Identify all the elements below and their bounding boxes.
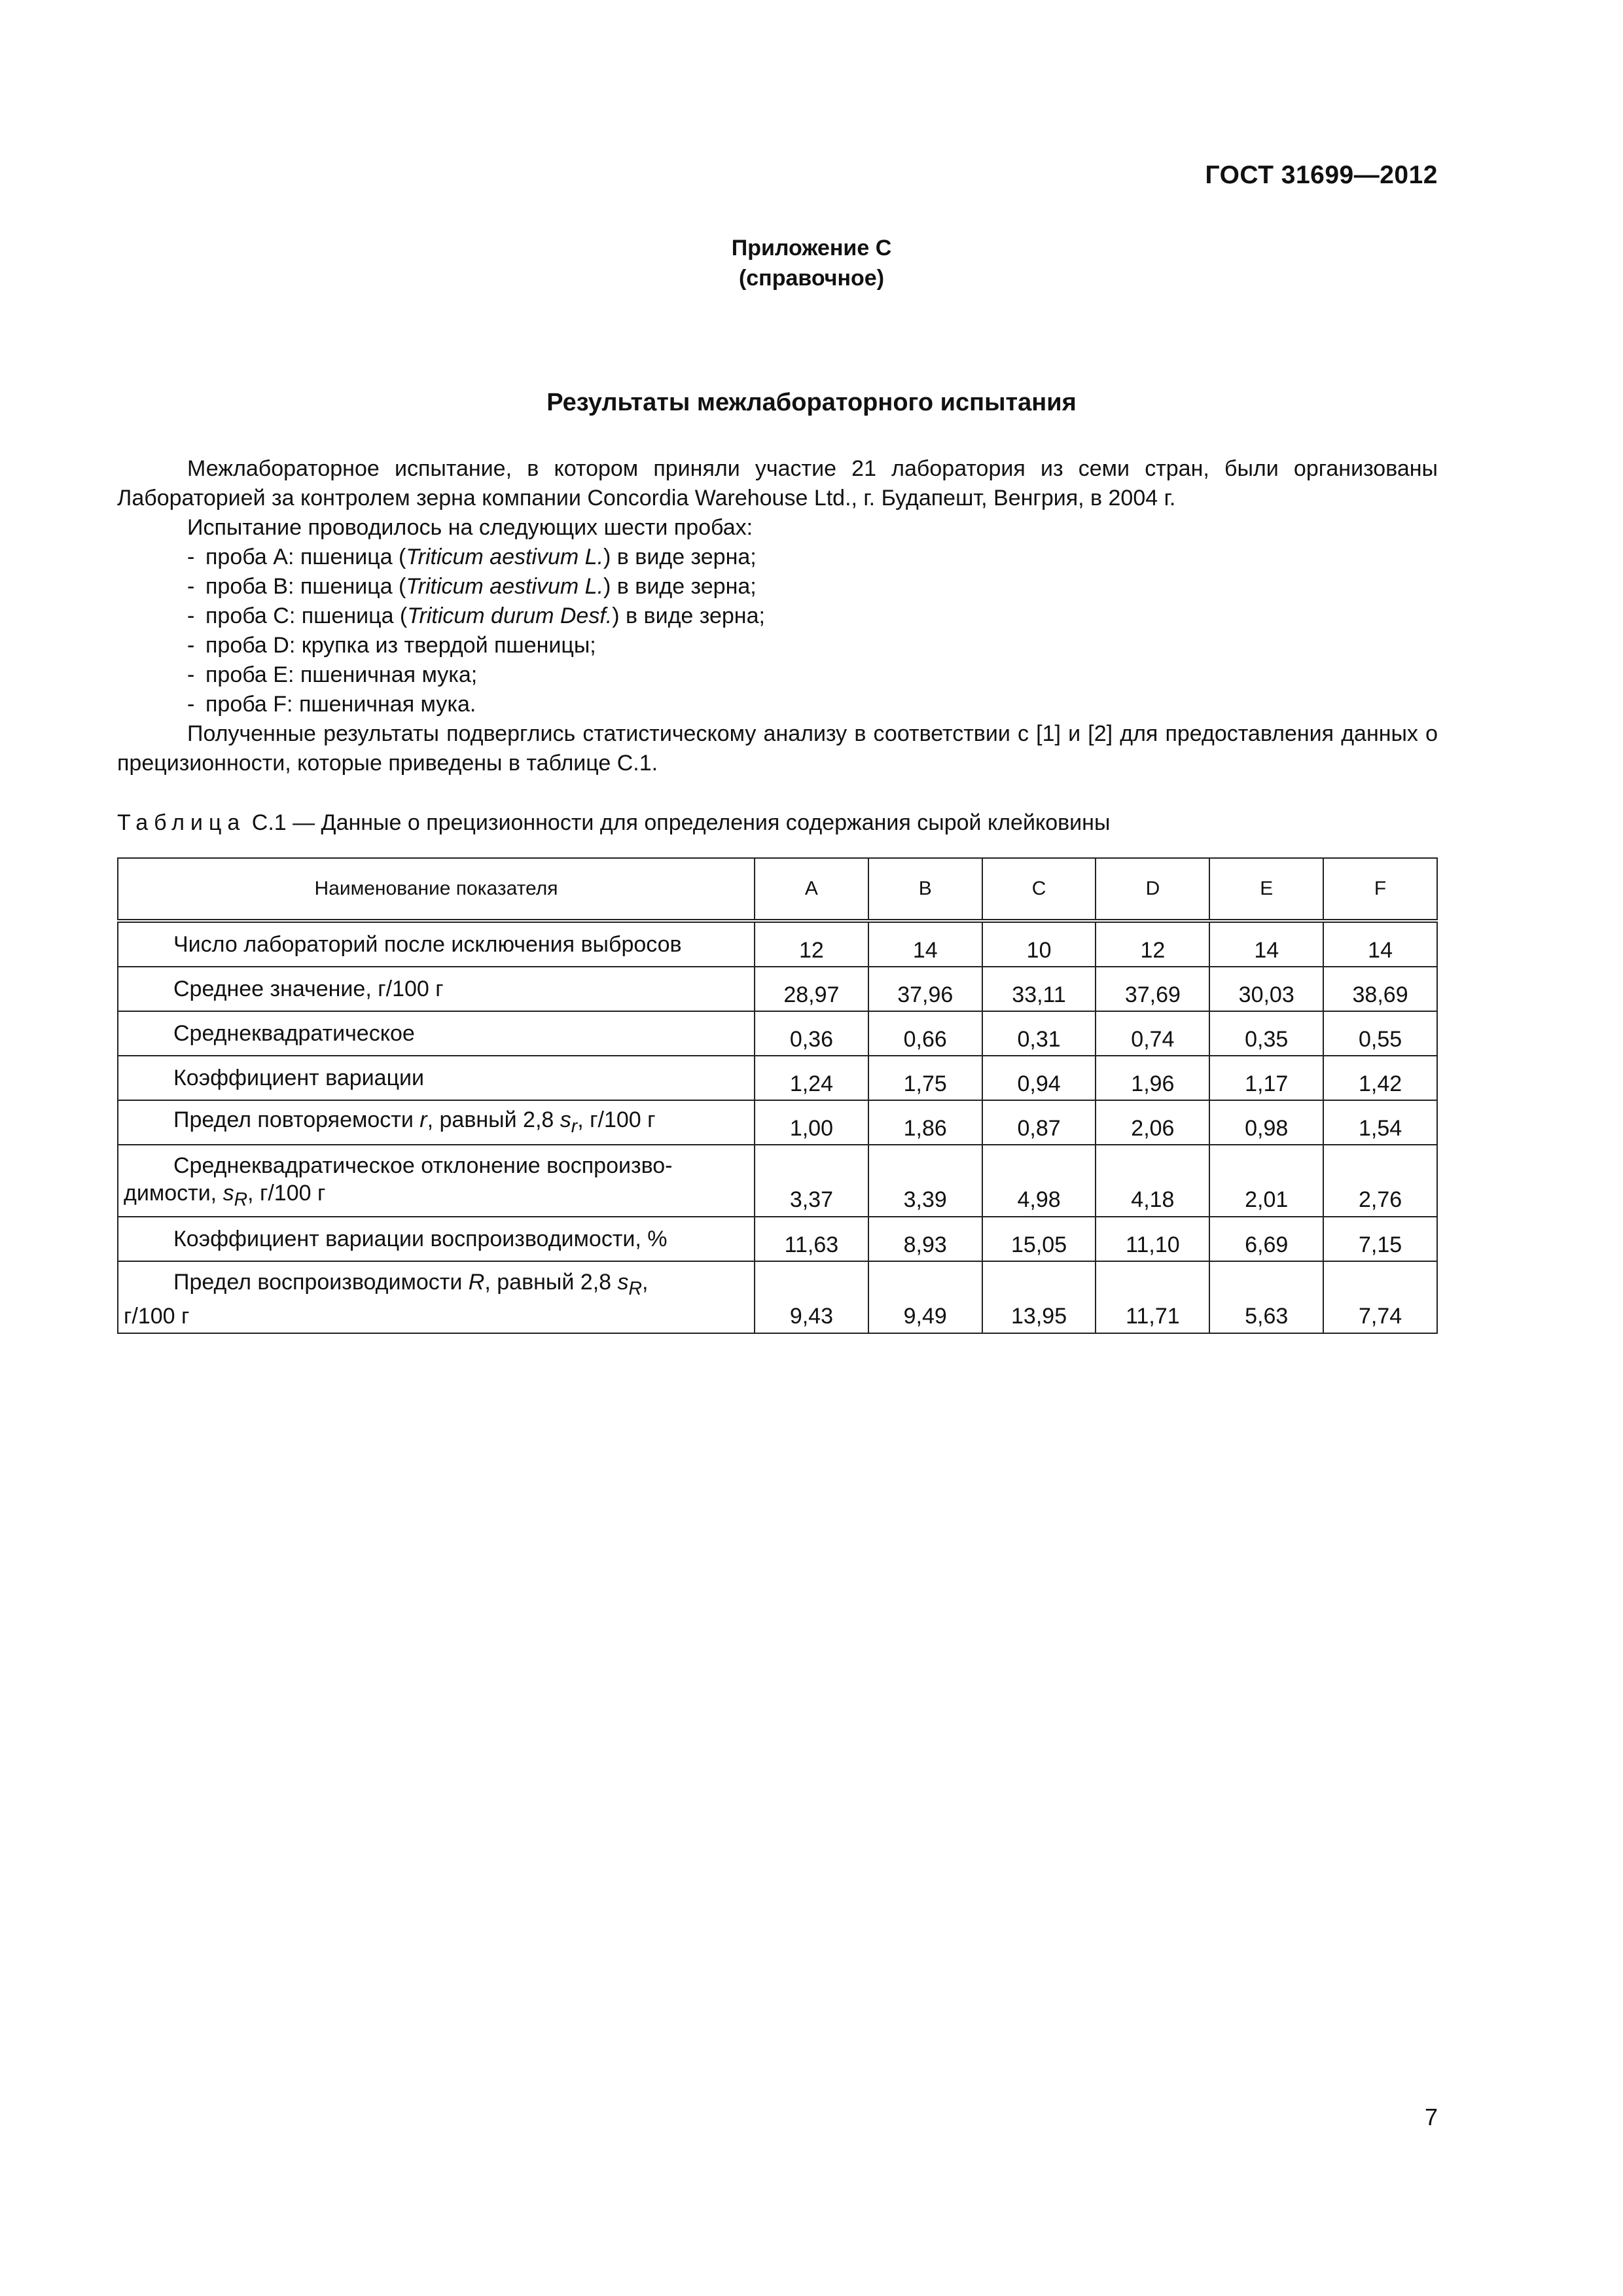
- appendix-subtitle: (справочное): [738, 266, 885, 291]
- table-cell: 0,94: [982, 1056, 1096, 1100]
- paragraph-intro: Межлабораторное испытание, в котором приняли участие 21 лаборатория из семи стран, были организованы Лабораторией за контролем зерна компании Concordia Warehouse Ltd., г. Будапешт, Венгрия, в 2004 г.: [117, 456, 1438, 511]
- table-cell: 15,05: [982, 1217, 1096, 1261]
- table-cell: 1,54: [1323, 1100, 1437, 1145]
- list-item: - проба А: пшеница (Triticum aestivum L.) в виде зерна;: [187, 545, 757, 569]
- table-cell: 37,96: [868, 967, 982, 1011]
- table-row: [118, 1056, 1437, 1100]
- table-caption: Таблица С.1 — Данные о прецизионности для определения содержания сырой клейковины: [117, 810, 1111, 835]
- table-cell: 1,96: [1096, 1056, 1209, 1100]
- column-header-b: B: [868, 858, 982, 921]
- table-cell: 0,66: [868, 1011, 982, 1056]
- table-cell: 28,97: [755, 967, 868, 1011]
- table-cell: 0,55: [1323, 1011, 1437, 1056]
- table-cell: 9,43: [755, 1261, 868, 1333]
- column-header-e: E: [1209, 858, 1323, 921]
- list-item: - проба D: крупка из твердой пшеницы;: [187, 633, 596, 658]
- table-cell: 8,93: [868, 1217, 982, 1261]
- table-cell: 0,98: [1209, 1100, 1323, 1145]
- table-cell: 2,01: [1209, 1145, 1323, 1217]
- table-cell: 1,75: [868, 1056, 982, 1100]
- table-cell: 1,42: [1323, 1056, 1437, 1100]
- table-cell: 6,69: [1209, 1217, 1323, 1261]
- row-label: Предел повторяемости r, равный 2,8 $s_r$, г/100 г: [118, 1100, 755, 1145]
- table-cell: 7,74: [1323, 1261, 1437, 1333]
- table-cell: 11,71: [1096, 1261, 1209, 1333]
- table-cell: 5,63: [1209, 1261, 1323, 1333]
- table-cell: 0,31: [982, 1011, 1096, 1056]
- appendix-title: Приложение С: [731, 236, 892, 260]
- table-row: [118, 1100, 1437, 1145]
- table-cell: 9,49: [868, 1261, 982, 1333]
- table-cell: 14: [1323, 921, 1437, 967]
- row-label: Число лабораторий после исключения выбросов: [118, 921, 755, 967]
- page-number: 7: [1424, 2104, 1438, 2130]
- table-cell: 1,24: [755, 1056, 868, 1100]
- table-cell: 2,06: [1096, 1100, 1209, 1145]
- table-header-row: [118, 858, 1437, 921]
- table-cell: 14: [868, 921, 982, 967]
- table-cell: 11,10: [1096, 1217, 1209, 1261]
- row-label: Коэффициент вариации: [118, 1056, 755, 1100]
- table-cell: 1,00: [755, 1100, 868, 1145]
- table-cell: 38,69: [1323, 967, 1437, 1011]
- precision-table: [117, 857, 1438, 1334]
- table-cell: 1,86: [868, 1100, 982, 1145]
- table-row: [118, 967, 1437, 1011]
- column-header-d: D: [1096, 858, 1209, 921]
- table-cell: 10: [982, 921, 1096, 967]
- row-label: Среднее значение, г/100 г: [118, 967, 755, 1011]
- list-item: - проба В: пшеница (Triticum aestivum L.) в виде зерна;: [187, 574, 757, 599]
- table-cell: 7,15: [1323, 1217, 1437, 1261]
- list-item: - проба F: пшеничная мука.: [187, 692, 476, 717]
- row-label: Среднеквадратическое: [118, 1011, 755, 1056]
- table-cell: 30,03: [1209, 967, 1323, 1011]
- table-cell: 37,69: [1096, 967, 1209, 1011]
- samples-list: [117, 543, 1438, 719]
- table-cell: 13,95: [982, 1261, 1096, 1333]
- table-row: [118, 1217, 1437, 1261]
- table-cell: 1,17: [1209, 1056, 1323, 1100]
- list-item: - проба Е: пшеничная мука;: [187, 662, 478, 687]
- row-label: Среднеквадратическое отклонение воспроизво- димости, $s_R$, г/100 г: [118, 1145, 755, 1217]
- appendix-heading: [0, 233, 1623, 293]
- table-cell: 0,35: [1209, 1011, 1323, 1056]
- table-cell: 3,39: [868, 1145, 982, 1217]
- table-cell: 2,76: [1323, 1145, 1437, 1217]
- table-cell: 0,87: [982, 1100, 1096, 1145]
- body-text: [117, 454, 1438, 778]
- table-row: [118, 1261, 1437, 1333]
- table-cell: 3,37: [755, 1145, 868, 1217]
- column-header-f: F: [1323, 858, 1437, 921]
- column-header-a: A: [755, 858, 868, 921]
- table-cell: 12: [1096, 921, 1209, 967]
- paragraph-samples-intro: Испытание проводилось на следующих шести пробах:: [187, 515, 753, 540]
- table-cell: 4,98: [982, 1145, 1096, 1217]
- table-row: [118, 1011, 1437, 1056]
- table-cell: 14: [1209, 921, 1323, 967]
- column-header-indicator: Наименование показателя: [118, 858, 755, 921]
- list-item: - проба С: пшеница (Triticum durum Desf.) в виде зерна;: [187, 603, 765, 628]
- paragraph-conclusion: Полученные результаты подверглись статистическому анализу в соответствии с [1] и [2] для предоставления данных о прецизионности, которые приведены в таблице С.1.: [117, 721, 1438, 776]
- table-row: [118, 921, 1437, 967]
- table-cell: 11,63: [755, 1217, 868, 1261]
- document-code: ГОСТ 31699—2012: [1205, 161, 1438, 189]
- table-cell: 33,11: [982, 967, 1096, 1011]
- table-cell: 0,74: [1096, 1011, 1209, 1056]
- row-label: Предел воспроизводимости R, равный 2,8 $s_R$, г/100 г: [118, 1261, 755, 1333]
- table-cell: 12: [755, 921, 868, 967]
- table-cell: 4,18: [1096, 1145, 1209, 1217]
- table-row: [118, 1145, 1437, 1217]
- table-cell: 0,36: [755, 1011, 868, 1056]
- row-label: Коэффициент вариации воспроизводимости, %: [118, 1217, 755, 1261]
- section-title: Результаты межлабораторного испытания: [546, 389, 1077, 416]
- column-header-c: C: [982, 858, 1096, 921]
